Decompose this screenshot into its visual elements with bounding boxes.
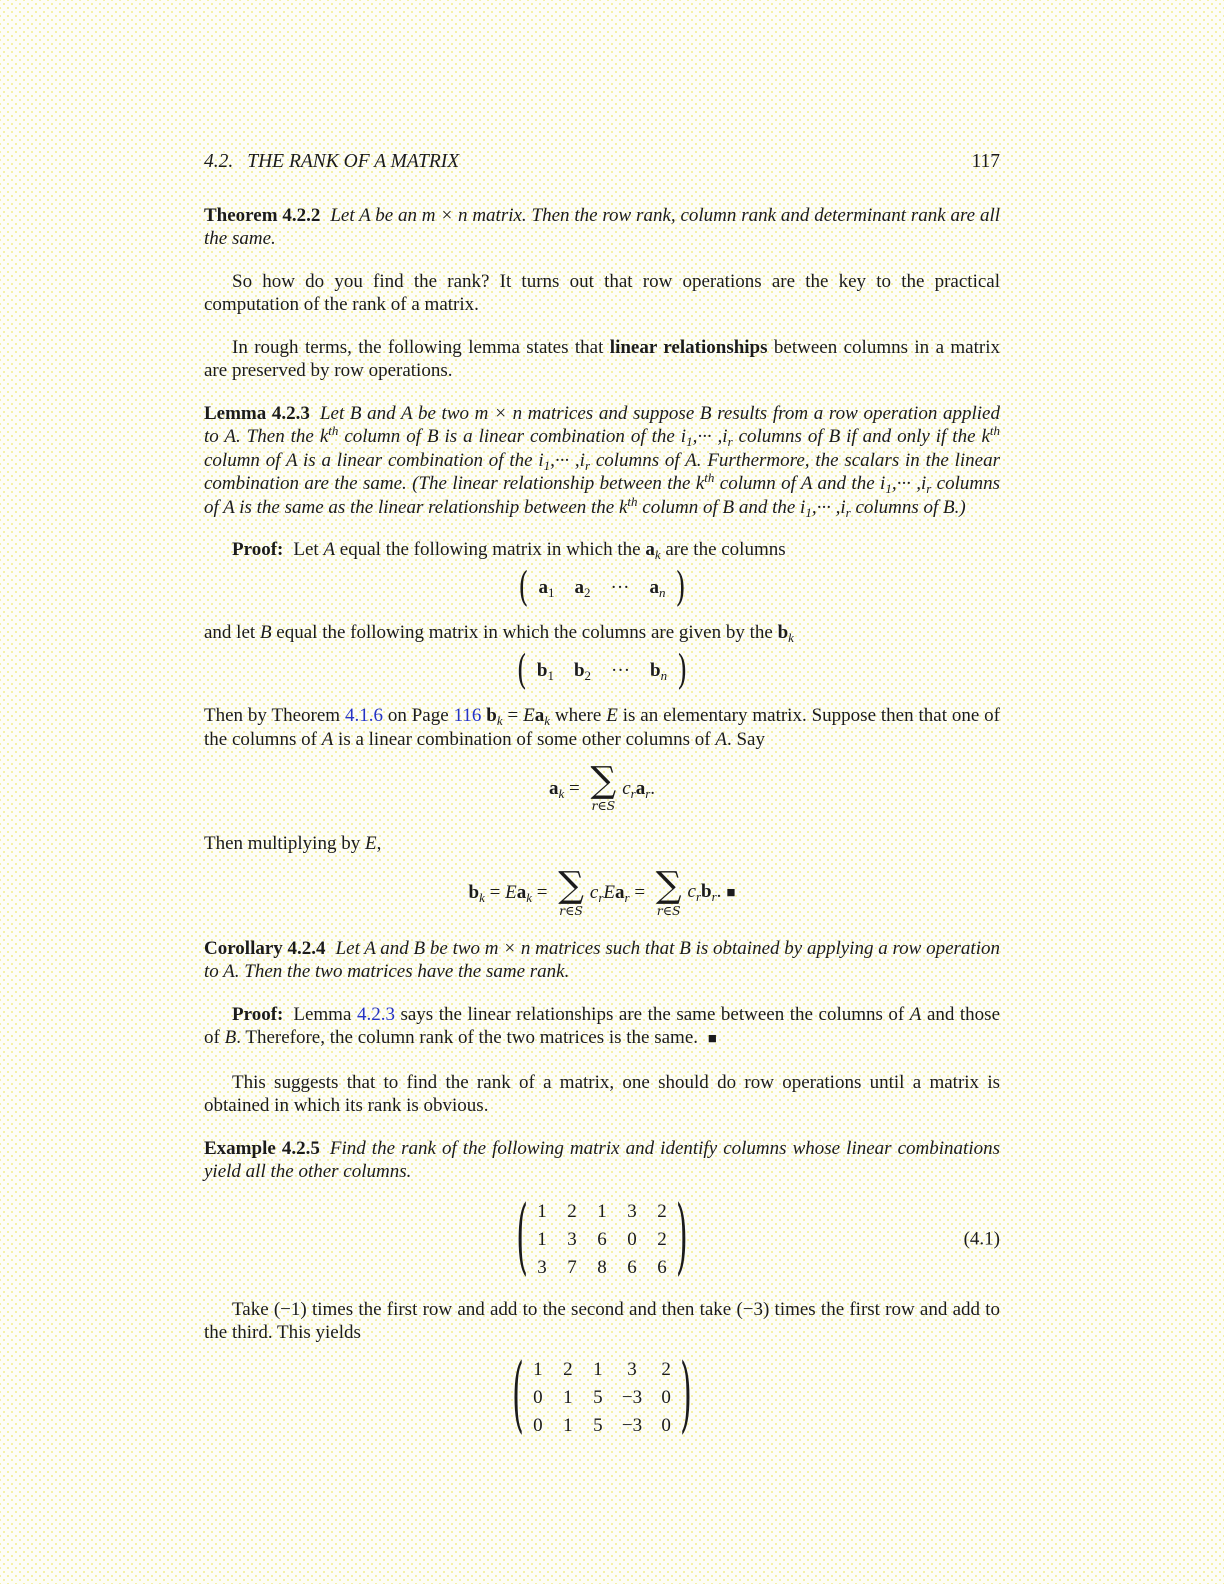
matrix-cell: 3 — [567, 1228, 577, 1250]
sigma-icon: ∑ — [590, 760, 617, 801]
cross-reference-link[interactable]: 4.2.3 — [356, 1003, 395, 1025]
matrix-cell: 8 — [597, 1256, 607, 1278]
equation-ak-sum — [204, 760, 1000, 813]
matrix-cell: 1 — [563, 1386, 573, 1408]
section-title: THE RANK OF A MATRIX — [247, 151, 460, 172]
proof-corollary: Proof: Lemma 4.2.3 says the linear relationships are the same between the columns of A and those of B. Therefore, the column rank of the two matrices is the same. ■ — [204, 1003, 1001, 1048]
display-vector-b — [204, 647, 1000, 694]
matrix-cell: 3 — [627, 1358, 637, 1380]
display-matrix-2 — [204, 1347, 1000, 1444]
left-paren-icon: ( — [516, 647, 527, 694]
summation-limit: r∈S — [559, 902, 583, 918]
proof-lemma-intro: Proof: Let A equal the following matrix in which the $a_k$ are the columns — [232, 539, 786, 562]
summation — [590, 760, 617, 813]
matrix-cell: 0 — [627, 1228, 637, 1250]
matrix-cell: 1 — [533, 1358, 543, 1380]
matrix-1 — [516, 1189, 688, 1286]
equation-ak-left: $a_k$ = — [548, 777, 585, 801]
cross-reference-link[interactable]: 4.1.6 — [344, 705, 383, 726]
matrix-cell: 1 — [593, 1358, 603, 1380]
matrix-cell: 3 — [537, 1256, 547, 1278]
right-paren-icon: ) — [675, 564, 686, 611]
sigma-icon: ∑ — [558, 864, 584, 906]
matrix-cell: 1 — [537, 1228, 547, 1250]
equation-ak — [548, 760, 655, 813]
example-4-2-5: Example 4.2.5 Find the rank of the following matrix and identify columns whose linear combinations yield all the other columns. — [204, 1137, 1000, 1182]
summation-limit: r∈S — [656, 902, 681, 918]
left-paren-icon: ( — [518, 564, 529, 611]
matrix-2-entries — [524, 1358, 680, 1437]
matrix-cell: 1 — [597, 1200, 607, 1222]
matrix-2 — [512, 1347, 692, 1444]
paragraph-then-by-theorem: Then by Theorem 4.1.6 on Page 116 $b_k = Ea_k$ where E is an elementary matrix. Suppose then that one of the columns of A is a linear combination of some other columns of A. Say — [204, 705, 1001, 750]
summation-limit: r∈S — [591, 798, 616, 813]
right-paren-icon: ) — [677, 647, 688, 694]
page-content — [204, 150, 1000, 1450]
theorem-4-2-2: Theorem 4.2.2 Let A be an m × n matrix. Then the row rank, column rank and determinant rank are all the same. — [204, 204, 1001, 249]
equation-bk-seg3: $c_rb_r$. ■ — [687, 881, 736, 905]
matrix-cell: 2 — [657, 1200, 667, 1222]
matrix-cell: −3 — [621, 1386, 643, 1408]
row-vector-a — [518, 564, 686, 611]
summation — [558, 864, 584, 918]
matrix-cell: 6 — [657, 1256, 667, 1278]
matrix-cell: 1 — [537, 1200, 547, 1222]
matrix-cell: 0 — [533, 1386, 543, 1408]
section-number: 4.2. — [204, 151, 234, 172]
paragraph-take-row-ops: Take (−1) times the first row and add to the second and then take (−3) times the first row and add to the third. This yields — [204, 1298, 1000, 1343]
left-paren-icon: ( — [512, 1347, 524, 1444]
matrix-cell: 5 — [593, 1414, 603, 1436]
matrix-cell: 0 — [661, 1414, 671, 1436]
paragraph-and-let-b: and let B equal the following matrix in which the columns are given by the $b_k$ — [204, 622, 794, 645]
paragraph-rank-intro: So how do you find the rank? It turns out that row operations are the key to the practical computation of the rank of a matrix. — [204, 270, 1000, 315]
paragraph-rough-terms: In rough terms, the following lemma states that linear relationships between columns in a matrix are preserved by row operations. — [204, 336, 1001, 381]
equation-number: (4.1) — [963, 1228, 1000, 1250]
running-header — [204, 150, 1000, 174]
matrix-cell: 6 — [597, 1228, 607, 1250]
display-vector-a — [204, 564, 1000, 611]
lemma-4-2-3: Lemma 4.2.3 Let B and A be two m × n matrices and suppose B results from a row operation applied to A. Then the $k^{th}$ column of B is a linear combination of the $i_1,\cdot\cdot\cdot ,i_r$ columns of B if and only if the $k^{th}$ column of A is a linear combination of the $i_1,\cdot\cdot\cdot ,i_r$ columns of A. Furthermore, the scalars in the linear combination are the same. (The linear relationship between the $k^{th}$ column of A and the $i_1,\cdot\cdot\cdot ,i_r$ columns of A is the same as the linear relationship between the $k^{th}$ column of B and the $i_1,\cdot\cdot\cdot ,i_r$ columns of B.) — [204, 402, 1001, 520]
matrix-1-entries — [528, 1200, 676, 1279]
equation-4-1 — [204, 1189, 1000, 1286]
section-header — [204, 150, 459, 174]
matrix-cell: 7 — [567, 1256, 577, 1278]
equation-bk-seg1: $b_k = Ea_k$ = — [468, 882, 553, 906]
matrix-cell: 2 — [567, 1200, 577, 1222]
matrix-cell: 3 — [627, 1200, 637, 1222]
matrix-cell: 0 — [533, 1414, 543, 1436]
matrix-cell: 2 — [657, 1228, 667, 1250]
equation-bk-seg2: $c_rEa_r$ = — [589, 882, 650, 906]
paragraph-then-multiplying: Then multiplying by E, — [204, 833, 382, 854]
cross-reference-link[interactable]: 116 — [453, 705, 482, 726]
matrix-cell: −3 — [621, 1414, 643, 1436]
equation-bk-sum — [204, 864, 1000, 918]
row-vector-b — [516, 647, 688, 694]
corollary-4-2-4: Corollary 4.2.4 Let A and B be two m × n matrices such that B is obtained by applying a row operation to A. Then the two matrices have the same rank. — [204, 937, 1000, 982]
matrix-cell: 5 — [593, 1386, 603, 1408]
right-paren-icon: ) — [676, 1189, 688, 1286]
matrix-cell: 2 — [563, 1358, 573, 1380]
matrix-cell: 1 — [563, 1414, 573, 1436]
equation-ak-right: $c_ra_r$. — [622, 777, 655, 801]
page-number: 117 — [971, 151, 1000, 172]
sigma-icon: ∑ — [655, 864, 682, 906]
vector-b-entries: $b_1$ $b_2$ ··· $b_n$ — [536, 659, 668, 683]
right-paren-icon: ) — [680, 1347, 692, 1444]
matrix-cell: 0 — [661, 1386, 671, 1408]
matrix-cell: 6 — [627, 1256, 637, 1278]
paragraph-this-suggests: This suggests that to find the rank of a matrix, one should do row operations until a matrix is obtained in which its rank is obvious. — [204, 1071, 1000, 1116]
left-paren-icon: ( — [516, 1189, 528, 1286]
vector-a-entries: $a_1$ $a_2$ ··· $a_n$ — [538, 576, 666, 600]
equation-bk — [468, 864, 736, 918]
matrix-cell: 2 — [661, 1358, 671, 1380]
summation — [655, 864, 682, 918]
